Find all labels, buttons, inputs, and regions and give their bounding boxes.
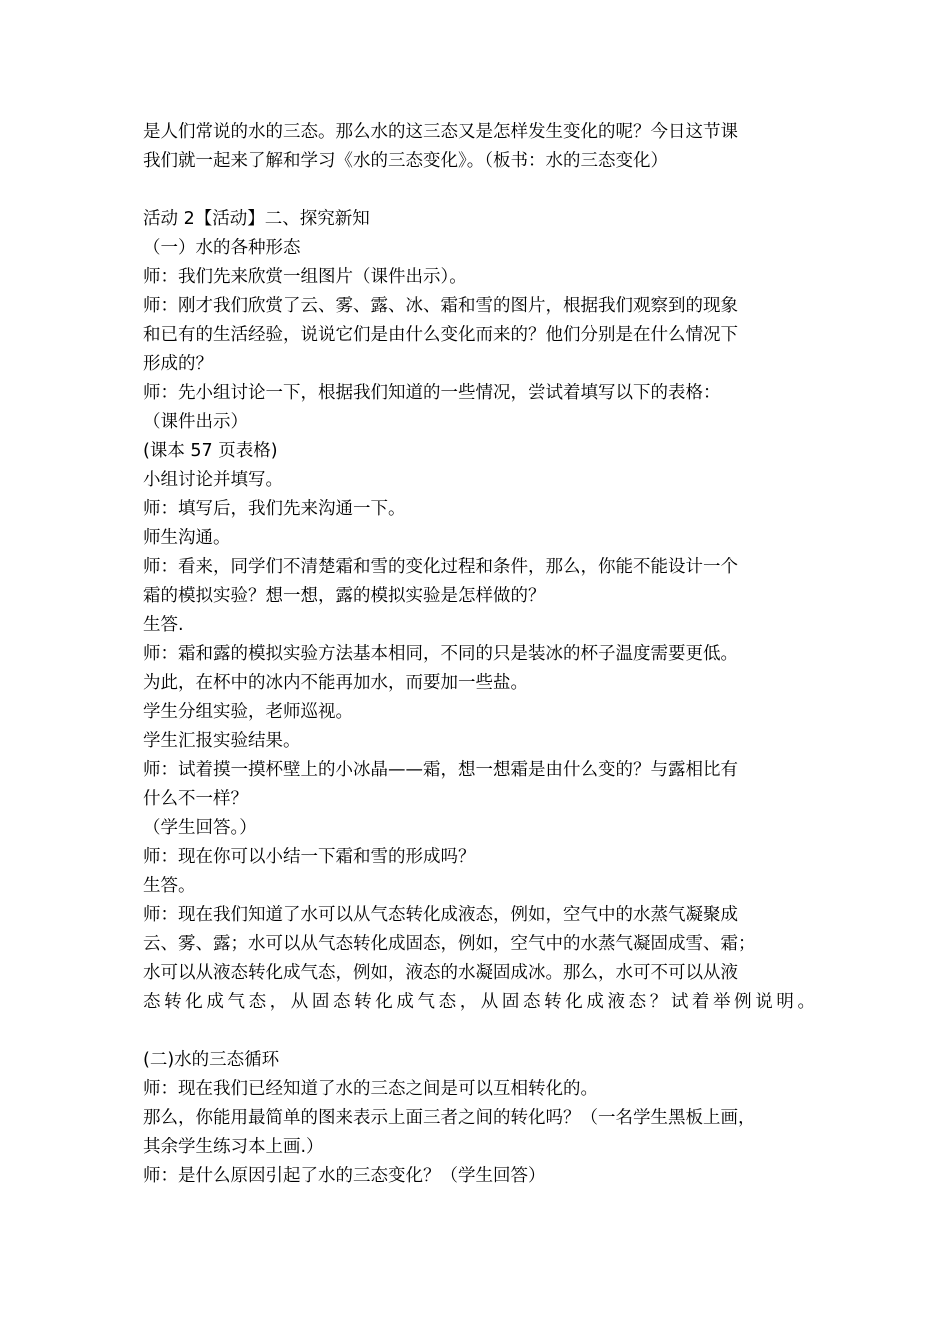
paragraph-line: 是人们常说的水的三态。那么水的这三态又是怎样发生变化的呢？今日这节课 <box>143 122 738 142</box>
paragraph-line: 什么不一样？ <box>143 789 248 809</box>
paragraph-line: 师：我们先来欣赏一组图片（课件出示）。 <box>143 267 467 287</box>
paragraph-line: 师：刚才我们欣赏了云、雾、露、冰、霜和雪的图片，根据我们观察到的现象 <box>143 296 738 316</box>
section-heading: 活动 2【活动】二、探究新知 <box>143 209 370 229</box>
paragraph-line: 生答. <box>143 615 184 635</box>
paragraph-line: （课件出示） <box>143 412 248 432</box>
paragraph-line: 师：霜和露的模拟实验方法基本相同，不同的只是装冰的杯子温度需要更低。 <box>143 644 738 664</box>
paragraph-line: 态转化成气态，从固态转化成气态，从固态转化成液态？试着举例说明。 <box>143 992 815 1012</box>
subsection-heading: （一）水的各种形态 <box>143 238 301 258</box>
paragraph-line: 霜的模拟实验？想一想，露的模拟实验是怎样做的？ <box>143 586 546 606</box>
document-body <box>143 118 815 1191</box>
paragraph-line: 学生汇报实验结果。 <box>143 731 301 751</box>
blank-line <box>143 176 815 205</box>
paragraph-line: （学生回答。） <box>143 818 257 838</box>
paragraph-line: 水可以从液态转化成气态，例如，液态的水凝固成冰。那么，水可不可以从液 <box>143 963 738 983</box>
paragraph-line: 师：先小组讨论一下，根据我们知道的一些情况，尝试着填写以下的表格： <box>143 383 721 403</box>
paragraph-line: 师：填写后，我们先来沟通一下。 <box>143 499 406 519</box>
paragraph-line: 我们就一起来了解和学习《水的三态变化》。（板书：水的三态变化） <box>143 151 668 171</box>
paragraph-line: 生答。 <box>143 876 196 896</box>
paragraph-line: 师：试着摸一摸杯壁上的小冰晶——霜，想一想霜是由什么变的？与露相比有 <box>143 760 738 780</box>
paragraph-line: 师：看来，同学们不清楚霜和雪的变化过程和条件，那么，你能不能设计一个 <box>143 557 738 577</box>
paragraph-line: 师：现在你可以小结一下霜和雪的形成吗？ <box>143 847 476 867</box>
paragraph-line: 师：现在我们已经知道了水的三态之间是可以互相转化的。 <box>143 1079 598 1099</box>
paragraph-line: 那么，你能用最简单的图来表示上面三者之间的转化吗？（一名学生黑板上画， <box>143 1108 756 1128</box>
paragraph-line: 和已有的生活经验，说说它们是由什么变化而来的？他们分别是在什么情况下 <box>143 325 738 345</box>
paragraph-line: 学生分组实验，老师巡视。 <box>143 702 353 722</box>
paragraph-line: 云、雾、露；水可以从气态转化成固态，例如，空气中的水蒸气凝固成雪、霜； <box>143 934 756 954</box>
paragraph-line: 师生沟通。 <box>143 528 231 548</box>
paragraph-line: 为此，在杯中的冰内不能再加水，而要加一些盐。 <box>143 673 528 693</box>
blank-line <box>143 1017 815 1046</box>
paragraph-line: 师：现在我们知道了水可以从气态转化成液态，例如，空气中的水蒸气凝聚成 <box>143 905 738 925</box>
subsection-heading: (二)水的三态循环 <box>143 1050 280 1070</box>
paragraph-line: 形成的？ <box>143 354 213 374</box>
paragraph-line: (课本 57 页表格) <box>143 441 278 461</box>
paragraph-line: 师：是什么原因引起了水的三态变化？（学生回答） <box>143 1166 546 1186</box>
paragraph-line: 小组讨论并填写。 <box>143 470 283 490</box>
paragraph-line: 其余学生练习本上画.） <box>143 1137 324 1157</box>
